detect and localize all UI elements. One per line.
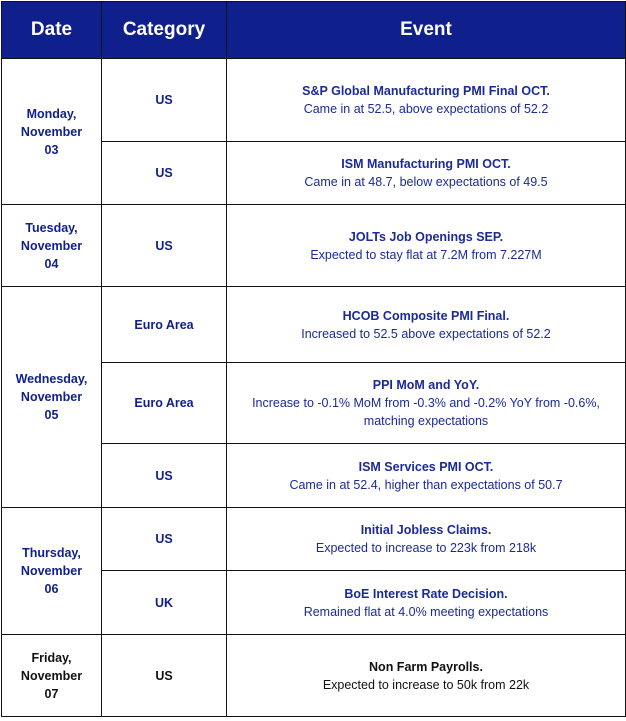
event-title: HCOB Composite PMI Final.: [342, 308, 510, 323]
date-cell-wednesday: Wednesday, November 05: [2, 287, 102, 508]
date-cell-tuesday: Tuesday, November 04: [2, 205, 102, 287]
category-cell: Euro Area: [102, 363, 227, 444]
event-title: Initial Jobless Claims.: [360, 523, 492, 537]
category-cell: US: [102, 508, 227, 571]
event-cell: [227, 508, 626, 571]
category-cell: UK: [102, 571, 227, 635]
event-description: Increase to -0.1% MoM from -0.3% and -0.2% YoY from -0.6%,: [252, 396, 600, 410]
event-title: BoE Interest Rate Decision.: [344, 586, 508, 601]
category-cell: US: [102, 59, 227, 142]
event-cell: [227, 142, 626, 205]
table-row: [2, 508, 626, 571]
event-description: Came in at 48.7, below expectations of 49.5: [304, 175, 548, 189]
event-description: Came in at 52.4, higher than expectations of 50.7: [289, 477, 563, 492]
category-cell: Euro Area: [102, 287, 227, 363]
event-cell: [227, 59, 626, 142]
event-cell: [227, 571, 626, 635]
event-title: ISM Services PMI OCT.: [358, 459, 494, 474]
event-description: Expected to increase to 50k from 22k: [322, 677, 530, 692]
category-cell: US: [102, 635, 227, 717]
event-description: Remained flat at 4.0% meeting expectations: [303, 604, 549, 619]
category-cell: US: [102, 142, 227, 205]
economic-calendar-table: [1, 1, 626, 717]
event-description: Increased to 52.5 above expectations of 52.2: [301, 326, 551, 341]
header-event: Event: [227, 2, 626, 59]
event-description: Expected to increase to 223k from 218k: [315, 541, 537, 555]
category-cell: US: [102, 444, 227, 508]
event-cell: [227, 635, 626, 717]
header-category: Category: [102, 2, 227, 59]
header-date: Date: [2, 2, 102, 59]
table-row: [2, 205, 626, 287]
date-cell-friday: Friday, November 07: [2, 635, 102, 717]
event-title: S&P Global Manufacturing PMI Final OCT.: [302, 84, 550, 98]
header-row: [2, 2, 626, 59]
table-row: [2, 635, 626, 717]
event-title: JOLTs Job Openings SEP.: [348, 229, 504, 244]
event-description: Came in at 52.5, above expectations of 52.2: [303, 102, 549, 116]
event-cell: [227, 444, 626, 508]
event-cell: [227, 205, 626, 287]
event-cell: [227, 363, 626, 444]
category-cell: US: [102, 205, 227, 287]
event-title: ISM Manufacturing PMI OCT.: [341, 157, 511, 171]
event-description-continued: matching expectations: [363, 414, 489, 428]
event-description: Expected to stay flat at 7.2M from 7.227M: [310, 247, 542, 262]
event-title: PPI MoM and YoY.: [372, 378, 480, 392]
event-title: Non Farm Payrolls.: [369, 659, 483, 674]
table-row: [2, 59, 626, 142]
table-row: [2, 287, 626, 363]
date-cell-thursday: Thursday, November 06: [2, 508, 102, 635]
event-cell: [227, 287, 626, 363]
date-cell-monday: Monday, November 03: [2, 59, 102, 205]
